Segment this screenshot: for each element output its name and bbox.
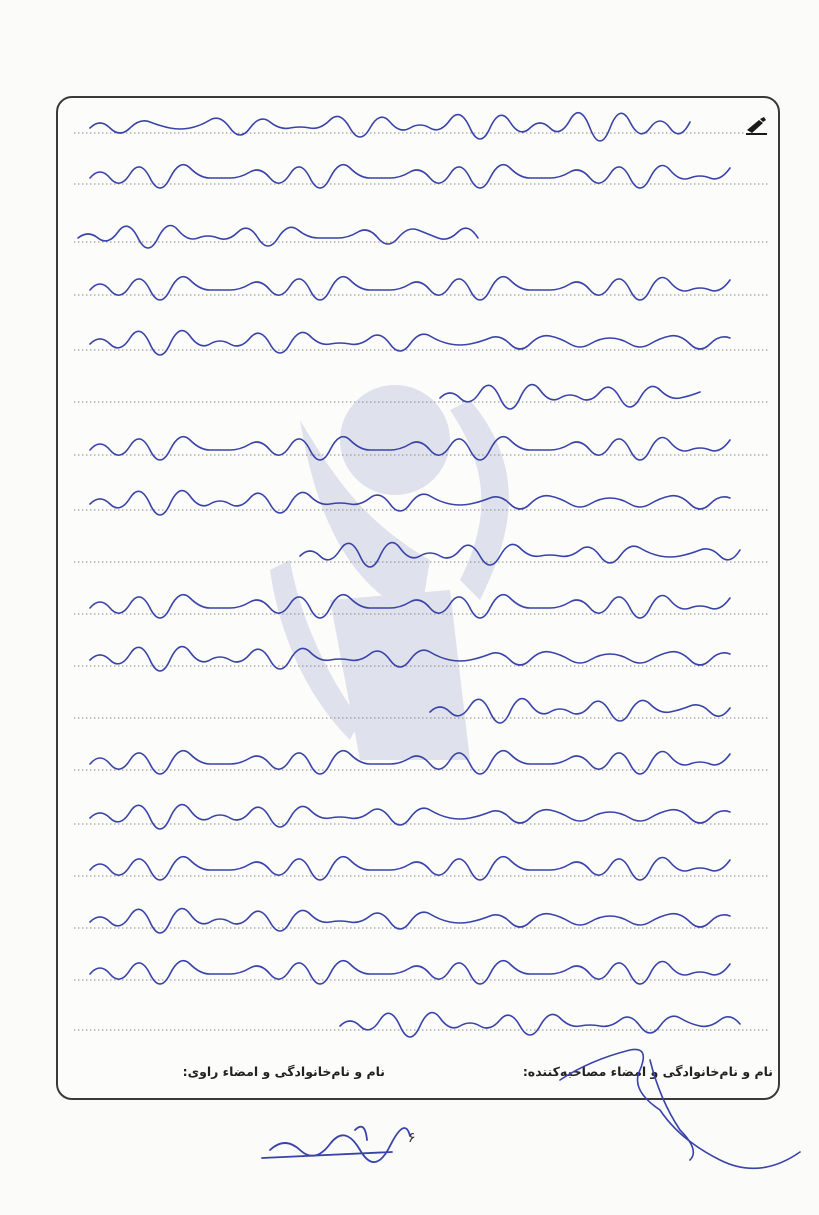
interviewer-signature-label: نام و نام‌خانوادگی و امضاء مصاحبه‌کننده: <box>522 1064 773 1079</box>
narrator-signature-label: نام و نام‌خانوادگی و امضاء راوی: <box>182 1064 385 1079</box>
page-number: ۶ <box>408 1130 416 1146</box>
